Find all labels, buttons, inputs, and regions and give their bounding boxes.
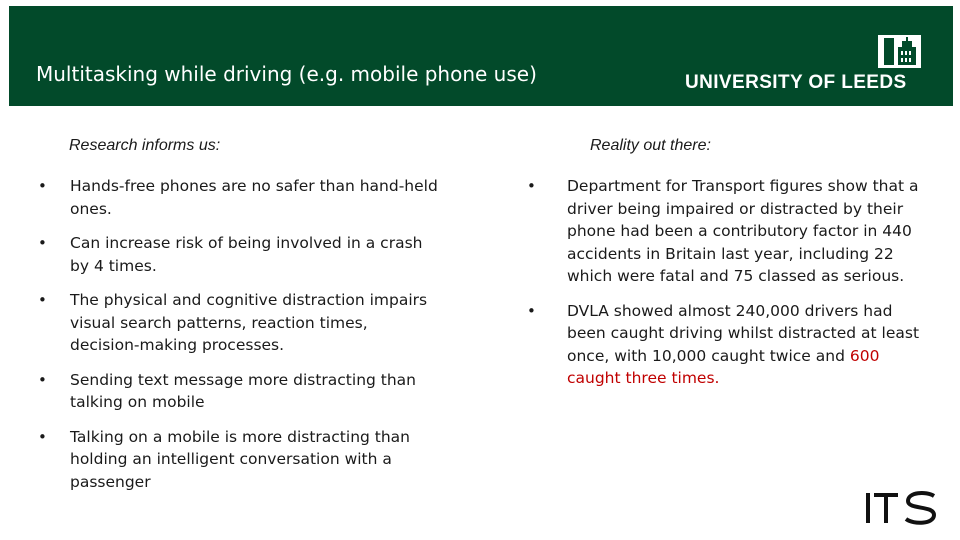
bullet-icon: • [38,177,47,195]
slide-title: Multitasking while driving (e.g. mobile phone use) [36,62,537,86]
header-banner [9,6,953,106]
university-crest-icon [878,35,921,68]
list-item: • Can increase risk of being involved in a crash by 4 times. [38,234,423,275]
bullet-icon: • [38,370,47,389]
list-item: • Sending text message more distracting than talking on mobile [38,370,417,411]
reality-bullet-list [527,175,927,402]
list-item: • Hands-free phones are no safer than hand-held ones. [38,177,438,218]
bullet-icon: • [38,234,47,252]
bullet-icon: • [527,301,536,320]
highlight-text: 600 caught three times. [567,346,880,387]
bullet-icon: • [527,177,536,195]
list-item: • Department for Transport figures show that a driver being impaired or distracted by their phone had been a contributory factor in 440 accidents in Britain last year, including 22 which were fatal and 75 classed as serious. [527,177,919,285]
list-item: • The physical and cognitive distraction impairs visual search patterns, reaction times, decision-making processes. [38,291,428,354]
list-item: • DVLA showed almost 240,000 drivers had been caught driving whilst distracted at least once, with 10,000 caught twice and 600 caught three times. [527,301,920,387]
research-bullet-list [38,175,438,505]
bullet-icon: • [38,427,47,446]
its-logo [864,490,940,526]
list-item: • Talking on a mobile is more distracting than holding an intelligent conversation with a passenger [38,427,411,491]
university-logo-text: UNIVERSITY OF LEEDS [685,72,907,93]
left-column-heading: Research informs us: [69,137,221,154]
bullet-icon: • [38,291,47,309]
right-column-heading: Reality out there: [590,137,711,154]
